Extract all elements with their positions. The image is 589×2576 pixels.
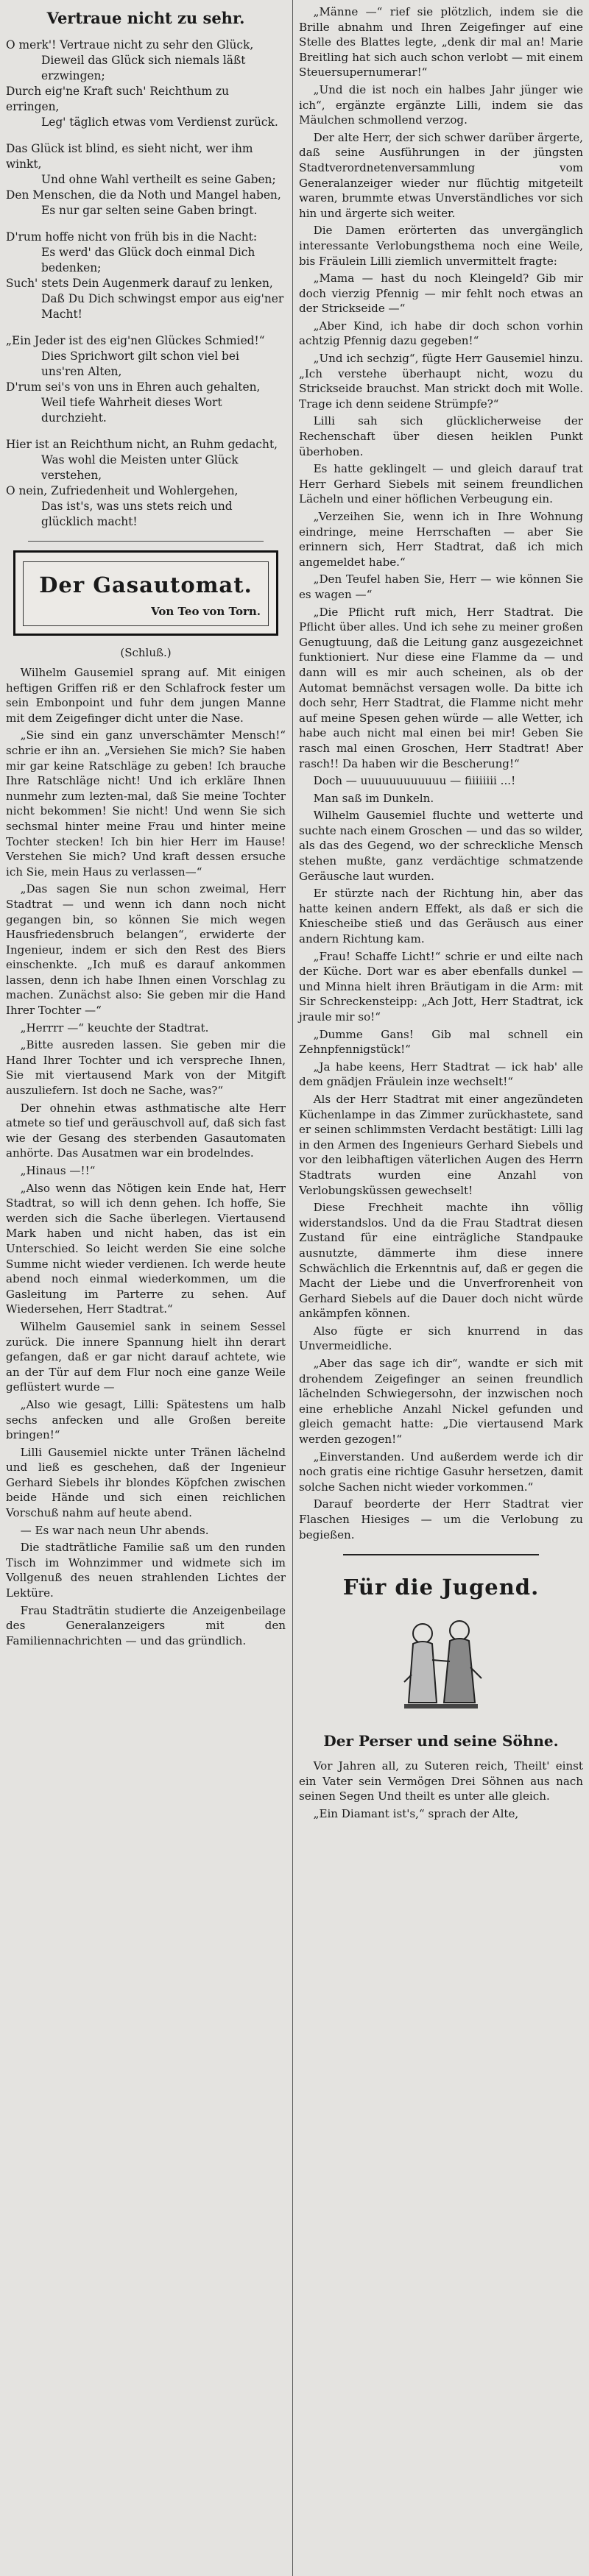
poem-line: Hier ist an Reichthum nicht, an Ruhm gedacht, bbox=[6, 438, 278, 451]
story-paragraph: „Aber das sage ich dir“, wandte er sich mit drohendem Zeigefinger an seinen freundlich lächelnden Schwiegersohn, der inzwischen noch eine erhebliche Anzahl Nickel gefunden und gleich gemacht hatte: „Die viertausend Mark werden gezogen!“ bbox=[299, 1357, 583, 1447]
column-divider bbox=[292, 0, 293, 2576]
story-text-left bbox=[6, 665, 286, 1648]
poem-line: „Ein Jeder ist des eig'nen Glückes Schmied!“ bbox=[6, 334, 265, 347]
poem-stanza bbox=[6, 437, 286, 530]
story-paragraph: „Bitte ausreden lassen. Sie geben mir die Hand Ihrer Tochter und ich verspreche Ihnen, Sie mit viertausend Mark von der Mitgift auszuliefern. Ist doch ne Sache, was?“ bbox=[6, 1038, 286, 1098]
story-paragraph: Doch — uuuuuuuuuuuu — fiiiiiiii ...! bbox=[313, 774, 516, 788]
story-paragraph: „Frau! Schaffe Licht!“ schrie er und eilte nach der Küche. Dort war es aber ebenfalls dunkel — und Minna hielt ihren Bräutigam in die Arm: mit Sir Schreckensteipp: „Ach Jott, Herr Stadtrat, ick jraule mir so!“ bbox=[299, 949, 583, 1023]
poem-line: Den Menschen, die da Noth und Mangel haben, bbox=[6, 188, 281, 202]
story-paragraph: Er stürzte nach der Richtung hin, aber das hatte keinen andern Effekt, als daß er sich die Kniescheibe stieß und das Geräusch aus einer andern Richtung kam. bbox=[299, 887, 583, 946]
poem-stanza bbox=[6, 141, 286, 219]
poem-stanza bbox=[6, 38, 286, 130]
story-paragraph: „Herrrr —“ keuchte der Stadtrat. bbox=[20, 1021, 209, 1035]
poem-line: Leg' täglich etwas vom Verdienst zurück. bbox=[41, 116, 278, 129]
story-paragraph: „Ja habe keens, Herr Stadtrat — ick hab' alle dem gnädjen Fräulein inze wechselt!“ bbox=[299, 1060, 583, 1089]
story-paragraph: „Sie sind ein ganz unverschämter Mensch!“ schrie er ihn an. „Versiehen Sie mich? Sie haben mir gar keine Ratschläge zu geben! Ich brauche Ihre Ratschläge nicht! Und ich erkläre Ihnen nunmehr zum lezten-mal, daß Sie meine Tochter nicht bekommen! Sie nicht! Und wenn Sie sich sechsmal hinter meine Frau und hinter meine Tochter stecken! Ich bin hier Herr im Hause! Verstehen Sie mich? Und kraft dessen ersuche ich Sie, mein Haus zu verlassen—“ bbox=[6, 728, 286, 879]
right-column bbox=[299, 4, 583, 2572]
section-divider bbox=[343, 1554, 539, 1555]
story-paragraph: Man saß im Dunkeln. bbox=[313, 791, 434, 805]
story-continuation-label: (Schluß.) bbox=[120, 646, 172, 659]
poem-line: Das ist's, was uns stets reich und glücklich macht! bbox=[41, 500, 233, 528]
story-paragraph: Wilhelm Gausemiel sank in seinem Sessel zurück. Die innere Spannung hielt ihn derart gefangen, daß er gar nicht darauf achtete, wie an der Tür auf dem Flur noch eine ganze Weile geflüstert wurde — bbox=[6, 1319, 286, 1394]
story-paragraph: Wilhelm Gausemiel sprang auf. Mit einigen heftigen Griffen riß er den Schlafrock fester um sein Embonpoint und fuhr dem jungen Manne mit dem Zeigefinger dicht unter die Nase. bbox=[6, 666, 286, 725]
story-paragraph: „Und die ist noch ein halbes Jahr jünger wie ich“, ergänzte ergänzte Lilli, indem sie das Mäulchen schmollend verzog. bbox=[299, 82, 583, 127]
jugend-paragraph: Vor Jahren all, zu Suteren reich, Theilt' einst ein Vater sein Vermögen Drei Söhnen aus nach seinen Segen Und theilt es unter alle gleich. bbox=[299, 1759, 583, 1803]
poem-line: Weil tiefe Wahrheit dieses Wort durchzieht. bbox=[41, 396, 222, 425]
poem-line: Und ohne Wahl vertheilt es seine Gaben; bbox=[41, 173, 276, 186]
story-paragraph: Die stadträtliche Familie saß um den runden Tisch im Wohnzimmer und widmete sich im Vollgenuß des neuen strahlenden Lichtes der Lektüre. bbox=[6, 1541, 286, 1600]
story-paragraph: Es hatte geklingelt — und gleich darauf trat Herr Gerhard Siebels mit seinem freundlichen Lächeln und einer höflichen Verbeugung ein. bbox=[299, 462, 583, 506]
story-paragraph: „Und ich sechzig“, fügte Herr Gausemiel hinzu. „Ich verstehe überhaupt nicht, wozu du Strickseide brauchst. Man strickt doch mit Wolle. Trage ich denn seidene Strümpfe?“ bbox=[299, 352, 583, 411]
poem-line: D'rum hoffe nicht von früh bis in die Nacht: bbox=[6, 230, 258, 244]
story-paragraph: Die Damen erörterten das unvergänglich interessante Verlobungsthema noch eine Weile, bis Fräulein Lilli ziemlich unvermittelt fragte: bbox=[299, 224, 583, 268]
story-paragraph: „Einverstanden. Und außerdem werde ich dir noch gratis eine richtige Gasuhr hersetzen, damit solche Sachen nicht wieder vorkommen.“ bbox=[299, 1450, 583, 1494]
story-paragraph: Diese Frechheit machte ihn völlig widerstandslos. Und da die Frau Stadtrat diesen Zustand für eine einträgliche Standpauke ausnutzte, dämmerte ihm diese innere Schwächlich die Erkenntnis auf, daß er gegen die Macht der Liebe und die Unverfrorenheit von Gerhard Siebels auf die Dauer doch nicht würde ankämpfen können. bbox=[299, 1201, 583, 1321]
story-paragraph: „Dumme Gans! Gib mal schnell ein Zehnpfennigstück!“ bbox=[299, 1027, 583, 1057]
jugend-paragraph: „Ein Diamant ist's,“ sprach der Alte, bbox=[313, 1806, 519, 1820]
story-paragraph: Der alte Herr, der sich schwer darüber ärgerte, daß seine Ausführungen in der jüngsten Stadtverordnetenversammlung vom Generalanzeiger wieder nur flüchtig mitgeteilt waren, brummte etwas Unverständliches vor sich hin und ärgerte sich weiter. bbox=[299, 130, 583, 220]
section-divider bbox=[28, 541, 264, 542]
story-paragraph: Lilli sah sich glücklicherweise der Rechenschaft über diesen heiklen Punkt überhoben. bbox=[299, 414, 583, 458]
story-paragraph: „Also wie gesagt, Lilli: Spätestens um halb sechs anfecken und alle Großen bereite bringen!“ bbox=[6, 1397, 286, 1442]
poem-stanza bbox=[6, 230, 286, 322]
poem-line: Durch eig'ne Kraft such' Reichthum zu erringen, bbox=[6, 85, 229, 113]
story-paragraph: Darauf beorderte der Herr Stadtrat vier Flaschen Hiesiges — um die Verlobung zu begießen. bbox=[299, 1497, 583, 1541]
poem-line: O nein, Zufriedenheit und Wohlergehen, bbox=[6, 484, 239, 497]
story-paragraph: „Mama — hast du noch Kleingeld? Gib mir doch vierzig Pfennig — mir fehlt noch etwas an der Strickseide —“ bbox=[299, 272, 583, 316]
story-paragraph: „Hinaus —!!“ bbox=[20, 1164, 96, 1177]
story-paragraph: „Verzeihen Sie, wenn ich in Ihre Wohnung eindringe, meine Herrschaften — aber Sie erinnern sich, Herr Stadtrat, daß ich mich angemeldet habe.“ bbox=[299, 510, 583, 569]
poem-line: Dies Sprichwort gilt schon viel bei uns'ren Alten, bbox=[41, 350, 239, 378]
left-column bbox=[6, 4, 286, 2572]
poem-title: Vertraue nicht zu sehr. bbox=[46, 9, 245, 27]
story-title: Der Gasautomat. bbox=[39, 572, 253, 597]
story-paragraph: „Aber Kind, ich habe dir doch schon vorhin achtzig Pfennig dazu gegeben!“ bbox=[299, 319, 583, 348]
poem-line: Dieweil das Glück sich niemals läßt erzwingen; bbox=[41, 54, 246, 82]
poem-line: O merk'! Vertraue nicht zu sehr den Glück, bbox=[6, 38, 254, 52]
children-illustration bbox=[360, 1608, 522, 1719]
poem-line: Es nur gar selten seine Gaben bringt. bbox=[41, 204, 258, 217]
poem-line: Es werd' das Glück doch einmal Dich bedenken; bbox=[41, 246, 255, 274]
poem-line: D'rum sei's von uns in Ehren auch gehalten, bbox=[6, 380, 261, 394]
poem-line: Das Glück ist blind, es sieht nicht, wer ihm winkt, bbox=[6, 142, 253, 171]
story-paragraph: „Die Pflicht ruft mich, Herr Stadtrat. Die Pflicht über alles. Und ich sehe zu meiner großen Genugtuung, daß die Leitung ganz ausgezeichnet funktioniert. Nur diese eine Flamme da — und dann will es mir auch scheinen, als ob der Automat bemnächst versagen wolle. Da bitte ich doch sehr, Herr Stadtrat, die Flamme nicht mehr auf meine Spesen gehen würde — alle Wetter, ich habe auch nicht mal einen bei mir! Geben Sie rasch mal einen Groschen, Herr Stadtrat! Aber rasch!! Da haben wir die Bescherung!“ bbox=[299, 605, 583, 770]
poem-line: Such' stets Dein Augenmerk darauf zu lenken, bbox=[6, 277, 273, 290]
jugend-header: Für die Jugend. bbox=[342, 1575, 540, 1600]
story-paragraph: Wilhelm Gausemiel fluchte und wetterte und suchte nach einem Groschen — und das so wilder, als das des Gegend, wo der schreckliche Mensch stehen mußte, ganz verdächtige schmatzende Geräusche laut wurden. bbox=[299, 809, 583, 883]
poem-body bbox=[6, 38, 286, 530]
jugend-subtitle: Der Perser und seine Söhne. bbox=[323, 1732, 559, 1750]
poem-stanza bbox=[6, 333, 286, 426]
story-paragraph: Der ohnehin etwas asthmatische alte Herr atmete so tief und geräuschvoll auf, daß sich fast wie der Gesang des sterbenden Gasautomaten anhörte. Das Ausatmen war ein brodelndes. bbox=[6, 1101, 286, 1160]
story-paragraph: Als der Herr Stadtrat mit einer angezündeten Küchenlampe in das Zimmer zurückhastete, sand er seinen schlimmsten Verdacht bestätigt: Lilli lag in den Armen des Ingenieurs Gerhard Siebels und vor den leibhaftigen väterlichen Augen des Herrn Stadtrats wurden eine Anzahl von Verlobungsküssen gewechselt! bbox=[299, 1092, 583, 1197]
story-title-box bbox=[13, 550, 278, 636]
story-paragraph: „Den Teufel haben Sie, Herr — wie können Sie es wagen —“ bbox=[299, 572, 583, 601]
story-paragraph: Frau Stadträtin studierte die Anzeigenbeilage des Generalanzeigers mit den Familiennachrichten — und das gründlich. bbox=[6, 1603, 286, 1647]
story-author: Von Teo von Torn. bbox=[151, 605, 261, 618]
story-paragraph: Also fügte er sich knurrend in das Unvermeidliche. bbox=[299, 1324, 583, 1353]
story-paragraph: „Männe —“ rief sie plötzlich, indem sie die Brille abnahm und Ihren Zeigefinger auf eine Stelle des Blattes legte, „denk dir mal an! Marie Breitling hat sich auch schon verlobt — mit einem Steuersupernumerar!“ bbox=[299, 5, 583, 79]
jugend-text bbox=[299, 1759, 583, 1821]
poem-line: Was wohl die Meisten unter Glück verstehen, bbox=[41, 453, 239, 482]
story-paragraph: Lilli Gausemiel nickte unter Tränen lächelnd und ließ es geschehen, daß der Ingenieur Gerhard Siebels ihr blondes Köpfchen zwischen beide Hände und sich einen reichlichen Vorschuß nahm auf heute abend. bbox=[6, 1445, 286, 1520]
story-paragraph: — Es war nach neun Uhr abends. bbox=[20, 1523, 209, 1537]
poem-line: Daß Du Dich schwingst empor aus eig'ner Macht! bbox=[41, 292, 284, 321]
story-paragraph: „Also wenn das Nötigen kein Ende hat, Herr Stadtrat, so will ich denn gehen. Ich hoffe, Sie werden sich die Sache überlegen. Viertausend Mark haben und nicht haben, das ist ein Unterschied. So leicht werden Sie eine solche Summe nicht wieder verdienen. Ich werde heute abend noch einmal wiederkommen, um die Gasleitung im Parterre zu sehen. Auf Wiedersehen, Herr Stadtrat.“ bbox=[6, 1181, 286, 1316]
story-text-right bbox=[299, 4, 583, 1542]
story-paragraph: „Das sagen Sie nun schon zweimal, Herr Stadtrat — und wenn ich dann noch nicht gegangen bin, so können Sie mich wegen Hausfriedensbruch belangen“, erwiderte der Ingenieur, indem er sich den Rest des Biers einschenkte. „Ich muß es darauf ankommen lassen, denn ich habe Ihnen einen Vorschlag zu machen. Zunächst also: Sie geben mir die Hand Ihrer Tochter —“ bbox=[6, 882, 286, 1018]
